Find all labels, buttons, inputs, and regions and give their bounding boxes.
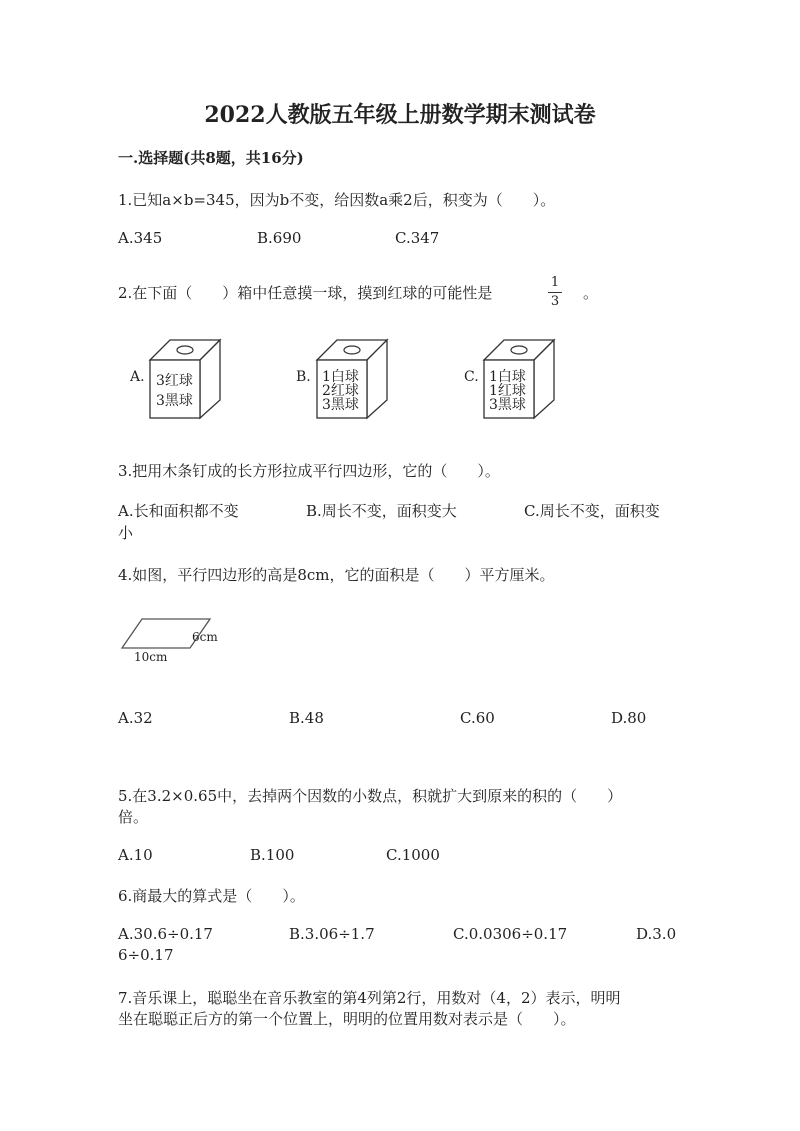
q3-option-c: C.周长不变，面积变	[524, 502, 660, 520]
box-c-line-3: 3黑球	[489, 397, 526, 413]
q1-option-c: C.347	[395, 229, 440, 247]
box-b-line-2: 2红球	[322, 383, 359, 399]
q6-option-d-wrap: 6÷0.17	[118, 946, 174, 964]
box-a-line-1: 3红球	[156, 373, 193, 389]
fraction-one-third	[545, 275, 565, 310]
question-1-text: 1.已知a×b=345，因为b不变，给因数a乘2后，积变为（ ）。	[118, 191, 556, 209]
q1-option-b: B.690	[257, 229, 302, 247]
question-2-end: 。	[583, 284, 599, 302]
q5-option-a: A.10	[118, 846, 153, 864]
box-c-label: C.	[464, 369, 479, 385]
section-heading: 一.选择题(共8题，共16分)	[118, 149, 304, 167]
box-a-line-2: 3黑球	[156, 393, 193, 409]
q4-option-d: D.80	[611, 709, 647, 727]
q6-option-a: A.30.6÷0.17	[118, 925, 213, 943]
parallelogram-side-label: 6cm	[192, 630, 218, 644]
q5-option-b: B.100	[250, 846, 295, 864]
q3-option-c-wrap: 小	[118, 524, 134, 542]
box-c-line-1: 1白球	[489, 369, 526, 385]
question-6-text: 6.商最大的算式是（ ）。	[118, 887, 305, 905]
question-7-line-2: 坐在聪聪正后方的第一个位置上，明明的位置用数对表示是（ ）。	[118, 1010, 576, 1028]
question-5-wrap: 倍。	[118, 808, 149, 826]
question-3-text: 3.把用木条钉成的长方形拉成平行四边形，它的（ ）。	[118, 462, 500, 480]
fraction-denominator: 3	[550, 294, 560, 309]
q4-option-a: A.32	[118, 709, 153, 727]
box-b-label: B.	[296, 369, 311, 385]
question-4-text: 4.如图，平行四边形的高是8cm，它的面积是（ ）平方厘米。	[118, 566, 555, 584]
q6-option-c: C.0.0306÷0.17	[453, 925, 568, 943]
q1-option-a: A.345	[118, 229, 163, 247]
question-5-text: 5.在3.2×0.65中，去掉两个因数的小数点，积就扩大到原来的积的（ ）	[118, 787, 623, 805]
q6-option-b: B.3.06÷1.7	[289, 925, 375, 943]
question-2-text: 2.在下面（ ）箱中任意摸一球，摸到红球的可能性是	[118, 284, 493, 302]
q5-option-c: C.1000	[386, 846, 440, 864]
q4-option-b: B.48	[289, 709, 324, 727]
box-b-line-3: 3黑球	[322, 397, 359, 413]
q3-option-b: B.周长不变，面积变大	[306, 502, 457, 520]
q4-option-c: C.60	[460, 709, 495, 727]
fraction-bar	[548, 292, 562, 293]
page-title: 2022人教版五年级上册数学期末测试卷	[204, 102, 596, 128]
box-a-label: A.	[130, 369, 145, 385]
q6-option-d: D.3.0	[636, 925, 677, 943]
box-b-line-1: 1白球	[322, 369, 359, 385]
question-7-line-1: 7.音乐课上，聪聪坐在音乐教室的第4列第2行，用数对（4，2）表示，明明	[118, 989, 621, 1007]
box-c-line-2: 1红球	[489, 383, 526, 399]
q3-option-a: A.长和面积都不变	[118, 502, 239, 520]
parallelogram-base-label: 10cm	[134, 650, 168, 664]
fraction-numerator: 1	[550, 275, 560, 290]
